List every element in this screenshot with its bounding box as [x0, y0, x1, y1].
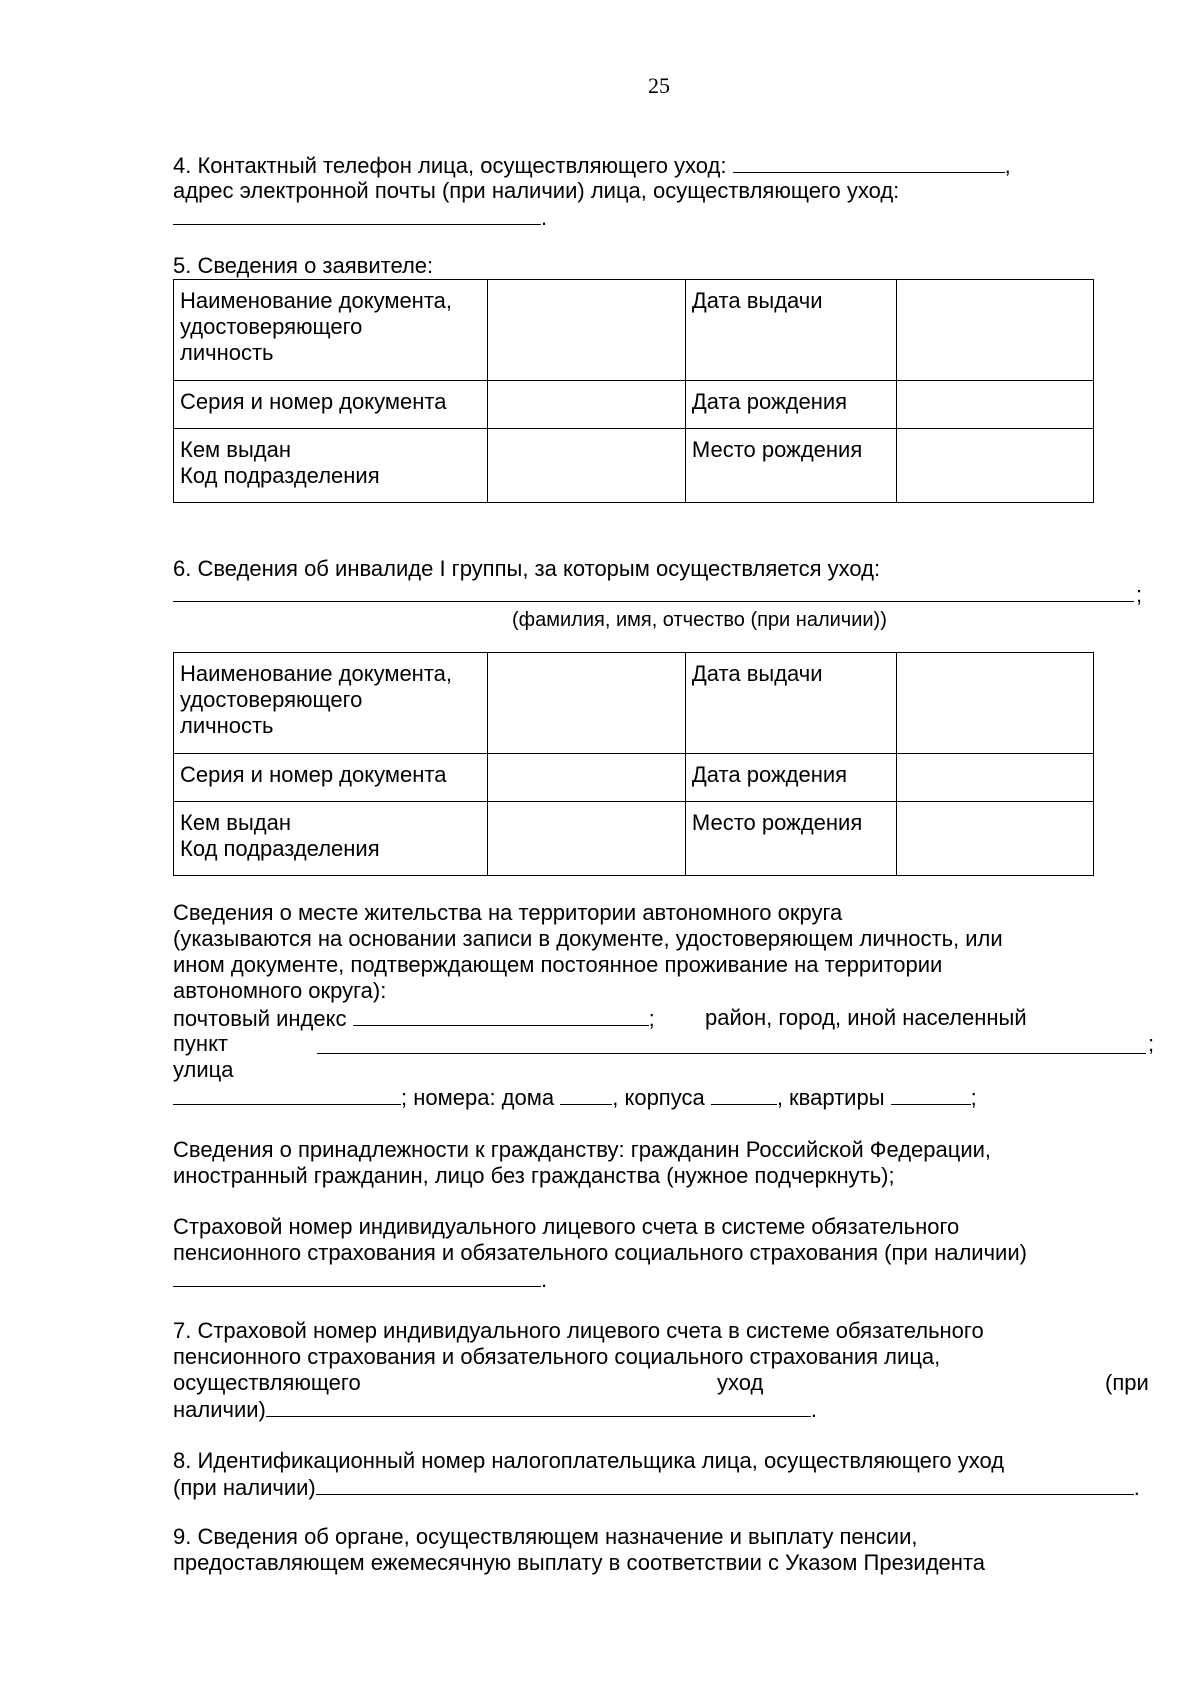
applicant-info-table: [173, 279, 1094, 503]
page-number: 25: [648, 73, 670, 98]
cell-issue-date-value[interactable]: [896, 280, 1093, 381]
section-7-line-2: пенсионного страхования и обязательного социального страхования лица,: [173, 1344, 941, 1369]
cell-issued-by-value[interactable]: [488, 429, 685, 503]
cell-issue-date-label: Дата выдачи: [685, 653, 896, 754]
numbers-row: [173, 1084, 977, 1111]
contact-phone-end: ,: [1004, 153, 1011, 178]
cell-doc-name-value[interactable]: [488, 280, 685, 381]
caregiver-snils-field[interactable]: [266, 1396, 811, 1417]
section-7-line-3c: (при: [1105, 1370, 1149, 1395]
cell-birth-place-value[interactable]: [896, 429, 1093, 503]
cell-series-number-value[interactable]: [488, 381, 685, 429]
disabled-person-info-table: [173, 652, 1094, 876]
cell-issued-by-value[interactable]: [488, 802, 685, 876]
inn-label: (при наличии): [173, 1475, 316, 1500]
snils-row: [173, 1266, 547, 1293]
section-8-line-1: 8. Идентификационный номер налогоплательщика лица, осуществляющего уход: [173, 1448, 1005, 1473]
citizenship-line-1: Сведения о принадлежности к гражданству: гражданин Российской Федерации,: [173, 1137, 992, 1162]
cell-birth-date-label: Дата рождения: [685, 381, 896, 429]
punkt-label: пункт: [173, 1031, 229, 1056]
section-4-line-1: [173, 152, 1011, 179]
house-label: ; номера: дома: [401, 1085, 555, 1110]
section-7-line-4: [173, 1396, 817, 1423]
cell-issue-date-label: Дата выдачи: [685, 280, 896, 381]
section-7-line-3b: уход: [717, 1370, 764, 1395]
disabled-person-name-field[interactable]: [173, 601, 1134, 602]
section-6-heading: 6. Сведения об инвалиде I группы, за которым осуществляется уход:: [173, 556, 881, 581]
residence-line-1: Сведения о месте жительства на территории автономного округа: [173, 900, 843, 925]
contact-phone-field[interactable]: [733, 152, 1005, 173]
postal-index-label: почтовый индекс: [173, 1006, 347, 1031]
email-label: адрес электронной почты (при наличии) лица, осуществляющего уход:: [173, 178, 900, 203]
cell-issued-by-label: Кем выдан Код подразделения: [174, 429, 488, 503]
section-7-line-3a: осуществляющего: [173, 1370, 361, 1395]
residence-line-2: (указываются на основании записи в документе, удостоверяющем личность, или: [173, 926, 1003, 951]
name-caption: (фамилия, имя, отчество (при наличии)): [512, 609, 887, 631]
district-label: район, город, иной населенный: [705, 1005, 1027, 1030]
snils-line-1: Страховой номер индивидуального лицевого счета в системе обязательного: [173, 1214, 960, 1239]
building-field[interactable]: [711, 1084, 777, 1105]
section-8-line-2: [173, 1474, 1140, 1501]
apartment-field[interactable]: [891, 1084, 971, 1105]
cell-birth-date-value[interactable]: [896, 754, 1093, 802]
section-7-end: .: [810, 1397, 818, 1422]
residence-line-3: ином документе, подтверждающем постоянное проживание на территории: [173, 952, 943, 977]
cell-issued-by-label: Кем выдан Код подразделения: [174, 802, 488, 876]
cell-series-number-label: Серия и номер документа: [174, 754, 488, 802]
cell-birth-place-label: Место рождения: [685, 429, 896, 503]
postal-end: ;: [648, 1006, 655, 1031]
section-7-nalichii-label: наличии): [173, 1397, 266, 1422]
street-field[interactable]: [173, 1084, 401, 1105]
snils-field[interactable]: [173, 1266, 541, 1287]
cell-doc-name-label: Наименование документа, удостоверяющего личность: [174, 653, 488, 754]
residence-line-4: автономного округа):: [173, 978, 387, 1003]
cell-issue-date-value[interactable]: [896, 653, 1093, 754]
punkt-field[interactable]: [317, 1053, 1146, 1054]
cell-birth-place-value[interactable]: [896, 802, 1093, 876]
email-line: [173, 204, 547, 231]
postal-index-field[interactable]: [353, 1005, 649, 1026]
disabled-person-name-end: ;: [1136, 582, 1143, 607]
punkt-end: ;: [1148, 1031, 1155, 1056]
cell-birth-date-label: Дата рождения: [685, 754, 896, 802]
building-label: , корпуса: [612, 1085, 705, 1110]
snils-line-2: пенсионного страхования и обязательного социального страхования (при наличии): [173, 1240, 1027, 1265]
snils-end: .: [541, 1267, 548, 1292]
numbers-end: ;: [970, 1085, 977, 1110]
contact-phone-label: 4. Контактный телефон лица, осуществляющего уход:: [173, 153, 727, 178]
email-end: .: [541, 205, 548, 230]
apartment-label: , квартиры: [776, 1085, 885, 1110]
cell-doc-name-value[interactable]: [488, 653, 685, 754]
cell-series-number-value[interactable]: [488, 754, 685, 802]
cell-birth-place-label: Место рождения: [685, 802, 896, 876]
section-9-line-1: 9. Сведения об органе, осуществляющем назначение и выплату пенсии,: [173, 1524, 918, 1549]
inn-field[interactable]: [316, 1474, 1134, 1495]
postal-row: [173, 1005, 655, 1032]
cell-series-number-label: Серия и номер документа: [174, 381, 488, 429]
cell-doc-name-label: Наименование документа, удостоверяющего личность: [174, 280, 488, 381]
section-7-line-1: 7. Страховой номер индивидуального лицевого счета в системе обязательного: [173, 1318, 984, 1343]
section-5-heading: 5. Сведения о заявителе:: [173, 253, 434, 278]
inn-end: .: [1133, 1475, 1140, 1500]
email-field[interactable]: [173, 204, 541, 225]
cell-birth-date-value[interactable]: [896, 381, 1093, 429]
section-9-line-2: предоставляющем ежемесячную выплату в соответствии с Указом Президента: [173, 1550, 985, 1575]
citizenship-line-2: иностранный гражданин, лицо без гражданства (нужное подчеркнуть);: [173, 1163, 895, 1188]
house-field[interactable]: [560, 1084, 612, 1105]
street-label: улица: [173, 1057, 234, 1082]
